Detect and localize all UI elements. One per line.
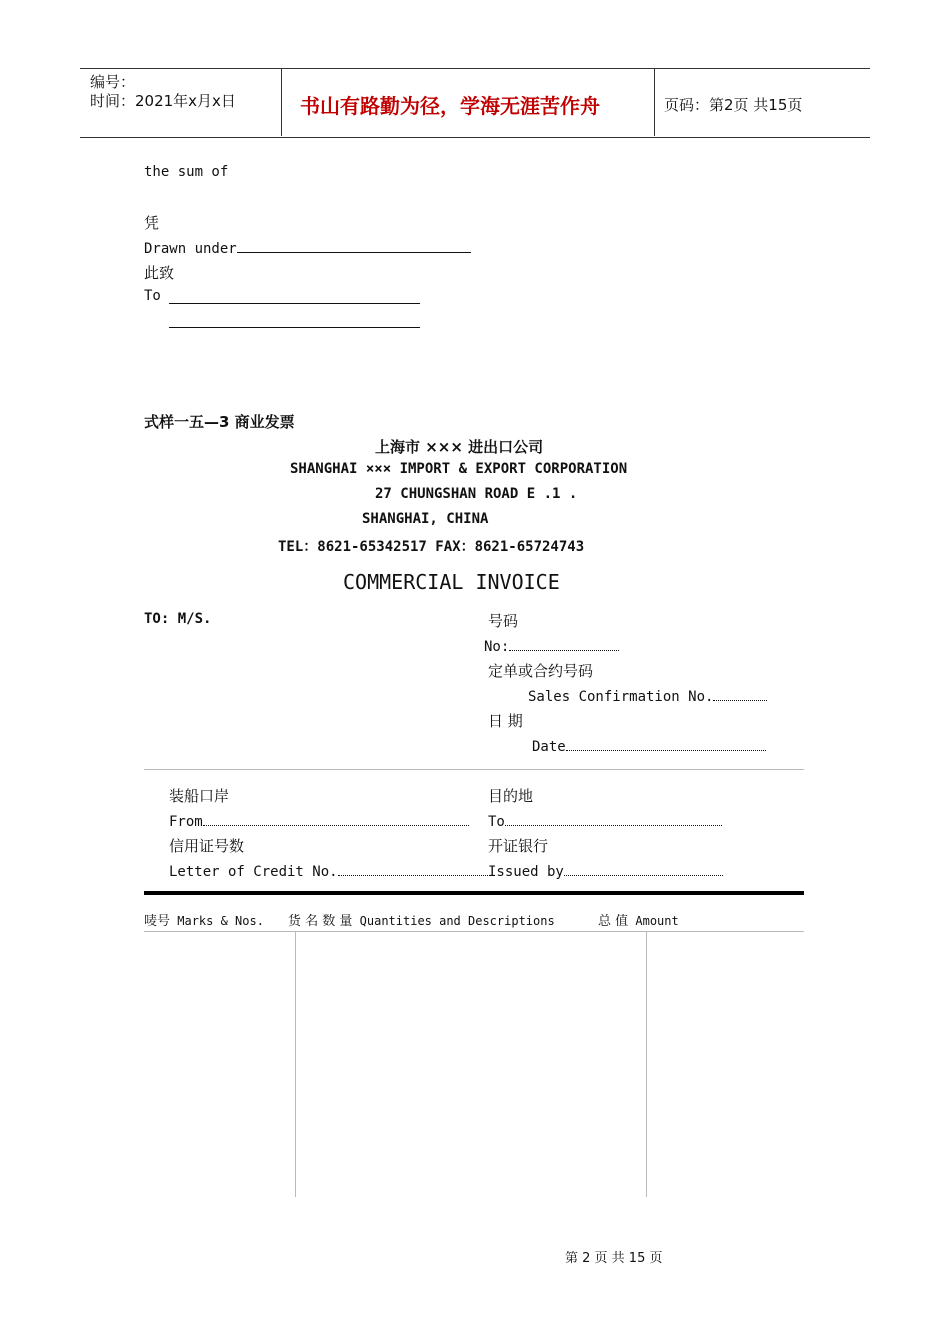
from-row (169, 811, 469, 830)
destination-label: To (488, 814, 505, 830)
date-label: Date (532, 739, 566, 755)
ping-label: 凭 (144, 214, 160, 232)
destination-row (488, 811, 722, 830)
company-city: SHANGHAI, CHINA (362, 511, 489, 527)
header-slogan: 书山有路勤为径，学海无涯苦作舟 (300, 94, 600, 118)
table-header-rule (144, 931, 804, 932)
sc-no-label: Sales Confirmation No. (528, 689, 714, 705)
col-marks-cn: 唛号 (144, 914, 171, 929)
drawn-under-field[interactable] (237, 238, 471, 253)
col-amount-en: Amount (635, 914, 679, 928)
header-code-label: 编号： (90, 73, 136, 91)
company-name-en: SHANGHAI ××× IMPORT & EXPORT CORPORATION (290, 461, 628, 477)
header-page-info: 页码：第2页 共15页 (664, 96, 803, 114)
company-name-cn: 上海市 ××× 进出口公司 (375, 438, 544, 456)
cizhi-label: 此致 (144, 264, 175, 282)
issuing-bank-row (488, 861, 723, 880)
from-field[interactable] (203, 811, 469, 826)
col-desc-en: Quantities and Descriptions (359, 914, 555, 928)
header-divider-right (654, 68, 655, 136)
from-label: From (169, 814, 203, 830)
form-label: 式样一五—3 商业发票 (144, 413, 295, 431)
col-marks-header (144, 910, 264, 929)
destination-field[interactable] (505, 811, 722, 826)
company-address: 27 CHUNGSHAN ROAD E .1 . (375, 486, 578, 502)
col-desc-cn: 货 名 数 量 (288, 914, 353, 929)
table-col-divider-1 (295, 931, 296, 1197)
col-desc-header (288, 910, 555, 929)
to-field-line-2[interactable] (169, 327, 420, 328)
sum-of-label: the sum of (144, 164, 229, 180)
destination-cn: 目的地 (488, 787, 534, 805)
issuing-bank-cn: 开证银行 (488, 837, 549, 855)
date-row (532, 736, 766, 755)
lc-no-row (169, 861, 490, 880)
sc-no-field[interactable] (713, 686, 767, 701)
to-label: To (144, 288, 161, 304)
to-field-line-1[interactable] (169, 303, 420, 304)
invoice-title: COMMERCIAL INVOICE (343, 570, 560, 594)
from-cn: 装船口岸 (169, 787, 230, 805)
issuing-bank-field[interactable] (564, 861, 723, 876)
lc-no-field[interactable] (338, 861, 490, 876)
col-amount-header (598, 910, 679, 929)
date-cn: 日 期 (488, 712, 523, 730)
col-marks-en: Marks & Nos. (177, 914, 264, 928)
date-field[interactable] (566, 736, 766, 751)
invoice-no-label: No: (484, 639, 510, 655)
table-col-divider-2 (646, 931, 647, 1197)
col-amount-cn: 总 值 (598, 914, 629, 929)
sc-no-cn: 定单或合约号码 (488, 662, 594, 680)
drawn-under-label: Drawn under (144, 241, 237, 257)
issuing-bank-label: Issued by (488, 864, 564, 880)
to-row (144, 288, 161, 304)
drawn-under-row (144, 238, 471, 257)
table-top-rule (144, 891, 804, 895)
header-divider-left (281, 68, 282, 136)
separator-line (144, 769, 804, 770)
header-time-label: 时间：2021年x月x日 (90, 92, 236, 110)
lc-no-label: Letter of Credit No. (169, 864, 338, 880)
page-footer: 第 2 页 共 15 页 (565, 1251, 663, 1266)
invoice-no-cn: 号码 (488, 612, 519, 630)
sc-no-row (528, 686, 767, 705)
to-ms-label: TO: M/S. (144, 611, 212, 627)
invoice-no-field[interactable] (509, 636, 619, 651)
lc-no-cn: 信用证号数 (169, 837, 245, 855)
company-contact: TEL：8621-65342517 FAX：8621-65724743 (278, 539, 585, 555)
invoice-no-row (484, 636, 619, 655)
